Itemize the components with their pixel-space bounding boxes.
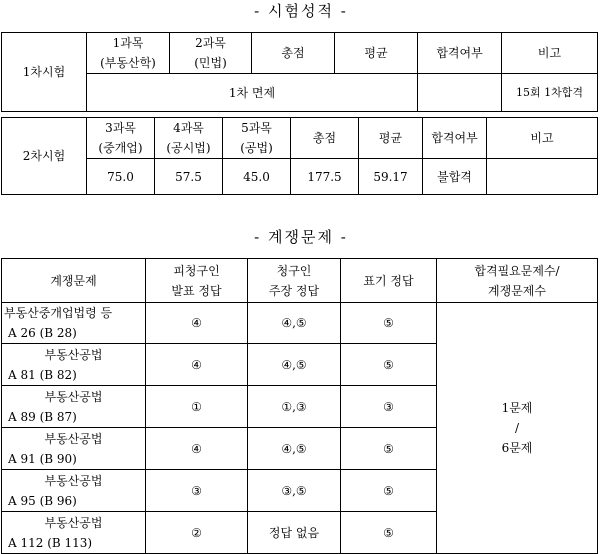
disputed-header-announced: 피청구인 발표 정답: [146, 259, 248, 303]
exam2-label: 2차시험: [2, 118, 87, 195]
disputed-marked: ⑤: [341, 428, 437, 470]
exam1-header-subject1: 1과목 (부동산학): [87, 33, 170, 74]
disputed-announced: ①: [146, 386, 248, 428]
exam2-score-subject5: 45.0: [223, 159, 291, 195]
disputed-announced: ④: [146, 428, 248, 470]
exam2-pass-result: 불합격: [423, 159, 487, 195]
disputed-header-problem: 계쟁문제: [2, 259, 146, 303]
disputed-claimed: ④,⑤: [248, 428, 341, 470]
disputed-claimed: ①,③: [248, 386, 341, 428]
disputed-problem: 부동산공법 A 89 (B 87): [2, 386, 146, 428]
disputed-announced: ③: [146, 470, 248, 512]
exam2-header-note: 비고: [487, 118, 598, 159]
disputed-announced: ④: [146, 344, 248, 386]
exam2-header-subject4: 4과목 (공시법): [155, 118, 223, 159]
disputed-claimed: ③,⑤: [248, 470, 341, 512]
exam1-pass-value: [418, 74, 502, 112]
disputed-marked: ⑤: [341, 470, 437, 512]
exam2-header-average: 평균: [359, 118, 423, 159]
exam1-label: 1차시험: [2, 33, 87, 112]
disputed-marked: ⑤: [341, 303, 437, 344]
disputed-problem: 부동산공법 A 91 (B 90): [2, 428, 146, 470]
exam1-header-note: 비고: [502, 33, 598, 74]
disputed-header-required: 합격필요문제수/ 계쟁문제수: [437, 259, 598, 303]
disputed-problem: 부동산공법 A 81 (B 82): [2, 344, 146, 386]
disputed-claimed: ④,⑤: [248, 303, 341, 344]
results-title: - 시험성적 -: [254, 2, 348, 20]
exam1-header-pass: 합격여부: [418, 33, 502, 74]
disputed-marked: ③: [341, 386, 437, 428]
exam2-header-subject3: 3과목 (중개업): [87, 118, 155, 159]
disputed-problem: 부동산공법 A 95 (B 96): [2, 470, 146, 512]
exam2-header-pass: 합격여부: [423, 118, 487, 159]
exam2-note-value: [487, 159, 598, 195]
disputed-header-marked: 표기 정답: [341, 259, 437, 303]
disputed-marked: ⑤: [341, 512, 437, 554]
disputed-problem: 부동산공법 A 112 (B 113): [2, 512, 146, 554]
exam1-header-average: 평균: [335, 33, 418, 74]
disputed-summary: 1문제 / 6문제: [437, 303, 598, 554]
disputed-header-claimed: 청구인 주장 정답: [248, 259, 341, 303]
disputed-claimed: 정답 없음: [248, 512, 341, 554]
exam2-score-subject3: 75.0: [87, 159, 155, 195]
exam2-score-average: 59.17: [359, 159, 423, 195]
exam2-score-subject4: 57.5: [155, 159, 223, 195]
exam1-header-total: 총점: [252, 33, 335, 74]
disputed-announced: ④: [146, 303, 248, 344]
exam1-note-value: 15회 1차합격: [502, 74, 598, 112]
disputed-problem: 부동산중개업법령 등 A 26 (B 28): [2, 303, 146, 344]
exam2-header-total: 총점: [291, 118, 359, 159]
exam2-score-total: 177.5: [291, 159, 359, 195]
disputed-table: [1, 258, 598, 554]
disputed-announced: ②: [146, 512, 248, 554]
exam2-table: [1, 117, 598, 195]
exam2-header-subject5: 5과목 (공법): [223, 118, 291, 159]
exam1-exemption: 1차 면제: [87, 74, 418, 112]
table-row: [2, 303, 598, 344]
exam1-table: [1, 32, 598, 112]
disputed-claimed: ④,⑤: [248, 344, 341, 386]
disputed-title: - 계쟁문제 -: [254, 228, 348, 246]
disputed-marked: ⑤: [341, 344, 437, 386]
exam1-header-subject2: 2과목 (민법): [170, 33, 252, 74]
